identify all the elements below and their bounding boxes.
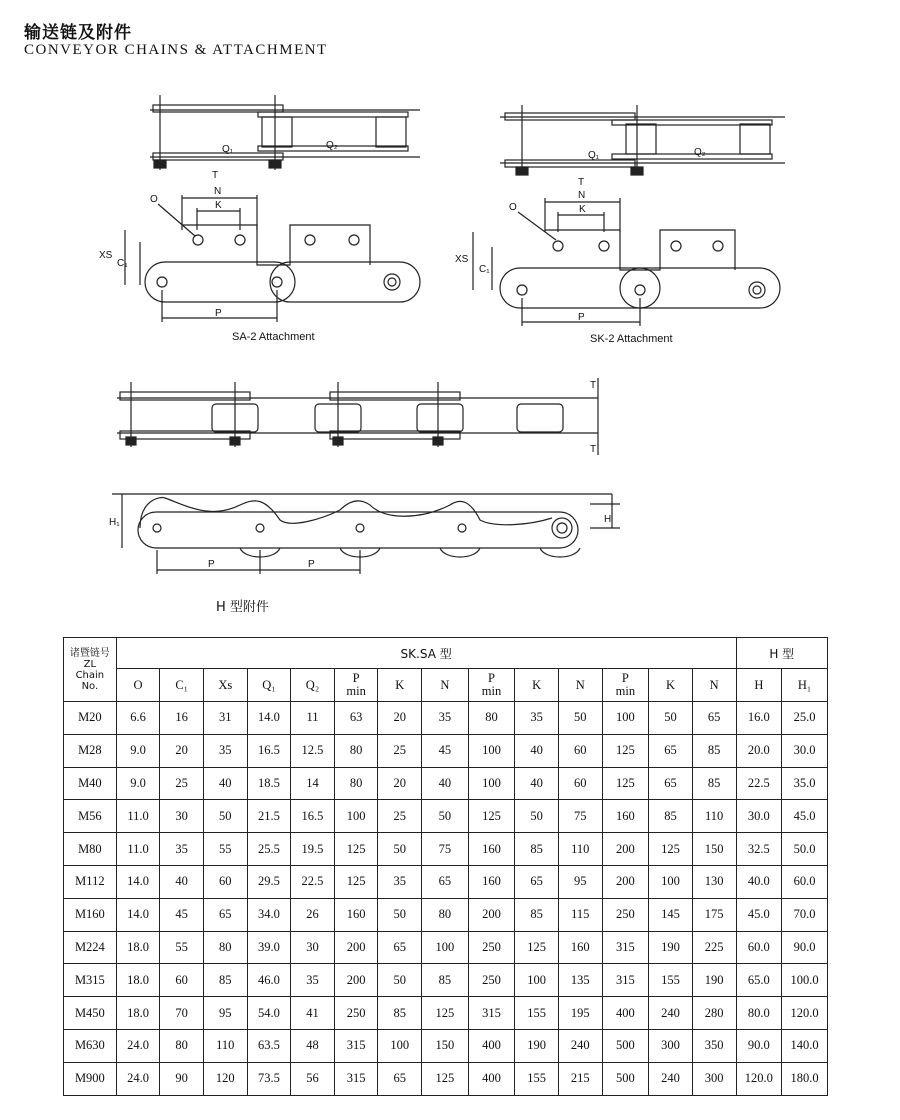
table-cell: 54.0 (247, 997, 291, 1030)
table-cell: 130 (692, 865, 736, 898)
table-cell: 11.0 (116, 833, 160, 866)
table-cell: 190 (649, 931, 693, 964)
column-header (422, 669, 469, 702)
table-cell: 175 (692, 898, 736, 931)
table-cell: 135 (558, 964, 602, 997)
column-header-row (64, 669, 828, 702)
table-cell: 46.0 (247, 964, 291, 997)
table-cell: 110 (203, 1029, 247, 1062)
column-header (558, 669, 602, 702)
table-cell: 50 (558, 702, 602, 735)
table-cell: 25 (378, 800, 422, 833)
table-cell: 65 (649, 767, 693, 800)
table-cell: 11 (291, 702, 335, 735)
sa2-label-o: O (150, 194, 158, 205)
sk2-caption: SK-2 Attachment (590, 333, 673, 345)
table-cell: 125 (515, 931, 559, 964)
chain-number-cell: M40 (64, 767, 117, 800)
table-cell: 16.0 (736, 702, 782, 735)
table-cell: 315 (334, 1062, 378, 1095)
table-cell: 90.0 (782, 931, 828, 964)
table-row (64, 833, 828, 866)
table-cell: 65.0 (736, 964, 782, 997)
sa2-label-q1: Q₁ (222, 144, 234, 155)
chain-header-line-3: Chain (75, 669, 105, 681)
table-cell: 9.0 (116, 767, 160, 800)
table-row (64, 734, 828, 767)
chain-number-cell: M56 (64, 800, 117, 833)
table-cell: 45.0 (736, 898, 782, 931)
table-cell: 63.5 (247, 1029, 291, 1062)
table-cell: 19.5 (291, 833, 335, 866)
table-cell: 70 (160, 997, 204, 1030)
table-cell: 50 (422, 800, 469, 833)
sk2-label-c1: C₁ (479, 264, 490, 275)
table-cell: 25.5 (247, 833, 291, 866)
table-cell: 160 (468, 865, 515, 898)
table-cell: 200 (468, 898, 515, 931)
chain-number-cell: M450 (64, 997, 117, 1030)
table-cell: 60 (203, 865, 247, 898)
table-cell: 20 (160, 734, 204, 767)
table-cell: 22.5 (736, 767, 782, 800)
column-header-label: K (665, 677, 676, 692)
table-cell: 85 (649, 800, 693, 833)
table-cell: 80.0 (736, 997, 782, 1030)
column-header (736, 669, 782, 702)
table-cell: 120.0 (782, 997, 828, 1030)
table-cell: 85 (692, 734, 736, 767)
column-header-label: P (488, 671, 495, 685)
sk2-label-q1: Q₁ (588, 150, 600, 161)
sk2-label-q2: Q₂ (694, 147, 706, 158)
chain-header-line-1: 诸暨链号 (69, 647, 110, 659)
table-cell: 75 (558, 800, 602, 833)
sa2-top-view (150, 95, 420, 181)
table-cell: 195 (558, 997, 602, 1030)
table-cell: 50.0 (782, 833, 828, 866)
table-cell: 85 (422, 964, 469, 997)
table-cell: 24.0 (116, 1029, 160, 1062)
chain-number-cell: M112 (64, 865, 117, 898)
column-header-label: O (133, 677, 143, 692)
sk2-top-view (500, 105, 785, 188)
table-cell: 70.0 (782, 898, 828, 931)
table-cell: 125 (468, 800, 515, 833)
sk2-label-p: P (578, 312, 585, 323)
column-header-label: K (395, 677, 405, 692)
table-cell: 45 (160, 898, 204, 931)
table-cell: 120 (203, 1062, 247, 1095)
table-cell: 115 (558, 898, 602, 931)
table-cell: 90.0 (736, 1029, 782, 1062)
table-row (64, 898, 828, 931)
table-cell: 50 (515, 800, 559, 833)
table-cell: 16.5 (247, 734, 291, 767)
table-cell: 125 (602, 734, 649, 767)
table-cell: 300 (649, 1029, 693, 1062)
table-cell: 11.0 (116, 800, 160, 833)
table-cell: 85 (692, 767, 736, 800)
table-cell: 32.5 (736, 833, 782, 866)
column-header-sublabel: min (481, 684, 502, 698)
table-cell: 14.0 (247, 702, 291, 735)
table-row (64, 1062, 828, 1095)
table-cell: 35 (291, 964, 335, 997)
column-header (203, 669, 247, 702)
table-cell: 65 (203, 898, 247, 931)
table-cell: 60 (160, 964, 204, 997)
table-cell: 155 (649, 964, 693, 997)
h-label-p-1: P (208, 559, 215, 570)
table-cell: 155 (515, 1062, 559, 1095)
table-cell: 125 (422, 1062, 469, 1095)
sa2-caption: SA-2 Attachment (232, 331, 315, 343)
table-cell: 160 (558, 931, 602, 964)
table-cell: 30.0 (782, 734, 828, 767)
column-header (692, 669, 736, 702)
table-cell: 100 (468, 767, 515, 800)
chain-header-line-2: ZL (83, 658, 97, 670)
technical-drawings (0, 70, 900, 630)
table-cell: 39.0 (247, 931, 291, 964)
h-type-side-view (109, 494, 620, 574)
table-cell: 300 (692, 1062, 736, 1095)
table-cell: 40 (422, 767, 469, 800)
table-cell: 41 (291, 997, 335, 1030)
table-cell: 80 (160, 1029, 204, 1062)
table-cell: 65 (422, 865, 469, 898)
spec-table-body (64, 702, 828, 1096)
table-cell: 9.0 (116, 734, 160, 767)
table-cell: 85 (515, 898, 559, 931)
table-cell: 20.0 (736, 734, 782, 767)
column-header (334, 669, 378, 702)
table-row (64, 964, 828, 997)
table-cell: 35 (378, 865, 422, 898)
table-cell: 60.0 (782, 865, 828, 898)
table-cell: 95 (203, 997, 247, 1030)
chain-label-t-top: T (590, 380, 597, 391)
sa2-side-view (99, 186, 420, 343)
table-cell: 65 (378, 931, 422, 964)
table-cell: 160 (602, 800, 649, 833)
chain-number-cell: M630 (64, 1029, 117, 1062)
page-title-english: CONVEYOR CHAINS & ATTACHMENT (24, 42, 328, 58)
column-header (515, 669, 559, 702)
table-cell: 34.0 (247, 898, 291, 931)
table-cell: 18.5 (247, 767, 291, 800)
table-cell: 160 (334, 898, 378, 931)
table-cell: 14 (291, 767, 335, 800)
chain-number-cell: M160 (64, 898, 117, 931)
table-cell: 90 (160, 1062, 204, 1095)
chain-number-cell: M80 (64, 833, 117, 866)
table-cell: 110 (558, 833, 602, 866)
table-cell: 80 (334, 734, 378, 767)
table-cell: 40.0 (736, 865, 782, 898)
sk2-label-t: T (578, 177, 585, 188)
table-cell: 25 (378, 734, 422, 767)
table-cell: 150 (422, 1029, 469, 1062)
table-cell: 400 (602, 997, 649, 1030)
table-row (64, 865, 828, 898)
sa2-label-k: K (215, 200, 222, 211)
table-cell: 190 (692, 964, 736, 997)
table-cell: 200 (602, 833, 649, 866)
sk2-label-o: O (509, 202, 517, 213)
table-cell: 190 (515, 1029, 559, 1062)
table-cell: 20 (378, 702, 422, 735)
column-header-label: P (621, 671, 629, 685)
table-cell: 315 (602, 964, 649, 997)
table-cell: 63 (334, 702, 378, 735)
table-cell: 50 (378, 833, 422, 866)
table-cell: 250 (602, 898, 649, 931)
table-cell: 16.5 (291, 800, 335, 833)
table-cell: 30.0 (736, 800, 782, 833)
table-cell: 45 (422, 734, 469, 767)
table-cell: 65 (515, 865, 559, 898)
chain-number-cell: M900 (64, 1062, 117, 1095)
table-row (64, 1029, 828, 1062)
column-header-label: N (575, 677, 585, 692)
column-header-label: C₁ (175, 677, 189, 692)
h-label-p-2: P (308, 559, 315, 570)
column-header (291, 669, 335, 702)
column-header-label: Xs (218, 677, 233, 692)
table-cell: 35 (203, 734, 247, 767)
group-header-h: H 型 (736, 638, 827, 669)
column-header (378, 669, 422, 702)
table-cell: 12.5 (291, 734, 335, 767)
table-cell: 21.5 (247, 800, 291, 833)
table-cell: 125 (422, 997, 469, 1030)
column-header (649, 669, 693, 702)
chain-label-t-bottom: T (590, 444, 597, 455)
sk2-label-xs: XS (455, 254, 469, 265)
column-header (602, 669, 649, 702)
table-cell: 14.0 (116, 898, 160, 931)
sa2-label-q2: Q₂ (326, 140, 338, 151)
table-cell: 85 (203, 964, 247, 997)
column-header-label: Q₁ (262, 677, 276, 692)
table-cell: 315 (334, 1029, 378, 1062)
column-header-label: N (440, 677, 450, 692)
table-cell: 100 (378, 1029, 422, 1062)
column-header-label: P (352, 671, 360, 685)
h-type-caption: H 型附件 (216, 600, 269, 615)
table-cell: 18.0 (116, 997, 160, 1030)
table-cell: 48 (291, 1029, 335, 1062)
table-cell: 85 (378, 997, 422, 1030)
table-cell: 85 (515, 833, 559, 866)
column-header (468, 669, 515, 702)
chain-number-cell: M224 (64, 931, 117, 964)
spec-table (63, 637, 828, 1096)
h-label-h1: H₁ (109, 517, 120, 528)
table-row (64, 800, 828, 833)
table-cell: 400 (468, 1029, 515, 1062)
table-cell: 30 (160, 800, 204, 833)
column-header-label: K (532, 677, 542, 692)
chain-number-cell: M315 (64, 964, 117, 997)
table-cell: 65 (649, 734, 693, 767)
table-cell: 18.0 (116, 931, 160, 964)
table-cell: 6.6 (116, 702, 160, 735)
sa2-label-c1: C₁ (117, 258, 128, 269)
column-header-label: N (709, 677, 719, 692)
chain-header-line-4: No. (81, 680, 99, 692)
table-cell: 240 (649, 1062, 693, 1095)
table-cell: 80 (468, 702, 515, 735)
table-cell: 31 (203, 702, 247, 735)
table-cell: 180.0 (782, 1062, 828, 1095)
table-cell: 100 (515, 964, 559, 997)
table-cell: 250 (468, 931, 515, 964)
h-label-h: H (604, 514, 612, 525)
column-header-sublabel: min (615, 684, 636, 698)
table-cell: 50 (378, 964, 422, 997)
table-row (64, 997, 828, 1030)
sk2-label-k: K (579, 204, 586, 215)
table-cell: 35 (422, 702, 469, 735)
table-cell: 100 (649, 865, 693, 898)
table-cell: 18.0 (116, 964, 160, 997)
table-cell: 125 (334, 865, 378, 898)
chain-number-header (64, 638, 117, 702)
table-cell: 35 (160, 833, 204, 866)
table-cell: 350 (692, 1029, 736, 1062)
table-cell: 50 (203, 800, 247, 833)
table-cell: 45.0 (782, 800, 828, 833)
table-cell: 100 (468, 734, 515, 767)
table-cell: 100 (422, 931, 469, 964)
table-cell: 110 (692, 800, 736, 833)
table-row (64, 931, 828, 964)
table-cell: 240 (558, 1029, 602, 1062)
chain-number-cell: M28 (64, 734, 117, 767)
table-cell: 73.5 (247, 1062, 291, 1095)
table-cell: 35.0 (782, 767, 828, 800)
table-cell: 145 (649, 898, 693, 931)
column-header (782, 669, 828, 702)
table-cell: 125 (334, 833, 378, 866)
table-cell: 125 (649, 833, 693, 866)
column-header (116, 669, 160, 702)
sa2-label-xs: XS (99, 250, 113, 261)
table-cell: 65 (378, 1062, 422, 1095)
table-cell: 60.0 (736, 931, 782, 964)
table-cell: 400 (468, 1062, 515, 1095)
table-cell: 56 (291, 1062, 335, 1095)
chain-top-view (117, 378, 598, 455)
table-cell: 100 (334, 800, 378, 833)
table-cell: 100.0 (782, 964, 828, 997)
column-header-label: H₁ (797, 677, 812, 692)
table-cell: 29.5 (247, 865, 291, 898)
table-cell: 22.5 (291, 865, 335, 898)
table-cell: 40 (515, 767, 559, 800)
table-cell: 250 (334, 997, 378, 1030)
sk2-side-view (455, 190, 780, 345)
table-cell: 30 (291, 931, 335, 964)
table-cell: 60 (558, 734, 602, 767)
table-cell: 140.0 (782, 1029, 828, 1062)
table-cell: 65 (692, 702, 736, 735)
table-cell: 95 (558, 865, 602, 898)
table-cell: 500 (602, 1029, 649, 1062)
table-cell: 225 (692, 931, 736, 964)
chain-number-cell: M20 (64, 702, 117, 735)
table-cell: 200 (602, 865, 649, 898)
sa2-label-p: P (215, 308, 222, 319)
table-cell: 250 (468, 964, 515, 997)
group-header-sksa: SK.SA 型 (116, 638, 736, 669)
table-row (64, 702, 828, 735)
column-header (247, 669, 291, 702)
column-header (160, 669, 204, 702)
table-cell: 35 (515, 702, 559, 735)
column-header-label: Q₂ (305, 677, 320, 692)
table-cell: 315 (602, 931, 649, 964)
table-cell: 40 (160, 865, 204, 898)
table-cell: 55 (203, 833, 247, 866)
table-cell: 500 (602, 1062, 649, 1095)
sa2-label-t: T (212, 170, 219, 181)
table-cell: 14.0 (116, 865, 160, 898)
table-cell: 280 (692, 997, 736, 1030)
table-cell: 55 (160, 931, 204, 964)
table-row (64, 767, 828, 800)
table-cell: 160 (468, 833, 515, 866)
table-cell: 200 (334, 931, 378, 964)
table-cell: 315 (468, 997, 515, 1030)
table-cell: 125 (602, 767, 649, 800)
table-cell: 215 (558, 1062, 602, 1095)
table-cell: 16 (160, 702, 204, 735)
table-cell: 24.0 (116, 1062, 160, 1095)
column-header-sublabel: min (346, 684, 366, 698)
column-header-label: H (754, 677, 764, 692)
table-cell: 80 (422, 898, 469, 931)
table-cell: 120.0 (736, 1062, 782, 1095)
sk2-label-n: N (578, 190, 586, 201)
table-cell: 40 (515, 734, 559, 767)
table-cell: 155 (515, 997, 559, 1030)
table-cell: 26 (291, 898, 335, 931)
table-cell: 100 (602, 702, 649, 735)
table-cell: 200 (334, 964, 378, 997)
table-cell: 80 (203, 931, 247, 964)
table-cell: 60 (558, 767, 602, 800)
table-cell: 75 (422, 833, 469, 866)
table-cell: 25 (160, 767, 204, 800)
table-cell: 80 (334, 767, 378, 800)
sa2-label-n: N (214, 186, 222, 197)
table-cell: 240 (649, 997, 693, 1030)
table-cell: 25.0 (782, 702, 828, 735)
table-cell: 40 (203, 767, 247, 800)
table-cell: 20 (378, 767, 422, 800)
table-cell: 50 (378, 898, 422, 931)
table-cell: 50 (649, 702, 693, 735)
table-cell: 150 (692, 833, 736, 866)
page-title-chinese: 输送链及附件 (24, 23, 132, 43)
